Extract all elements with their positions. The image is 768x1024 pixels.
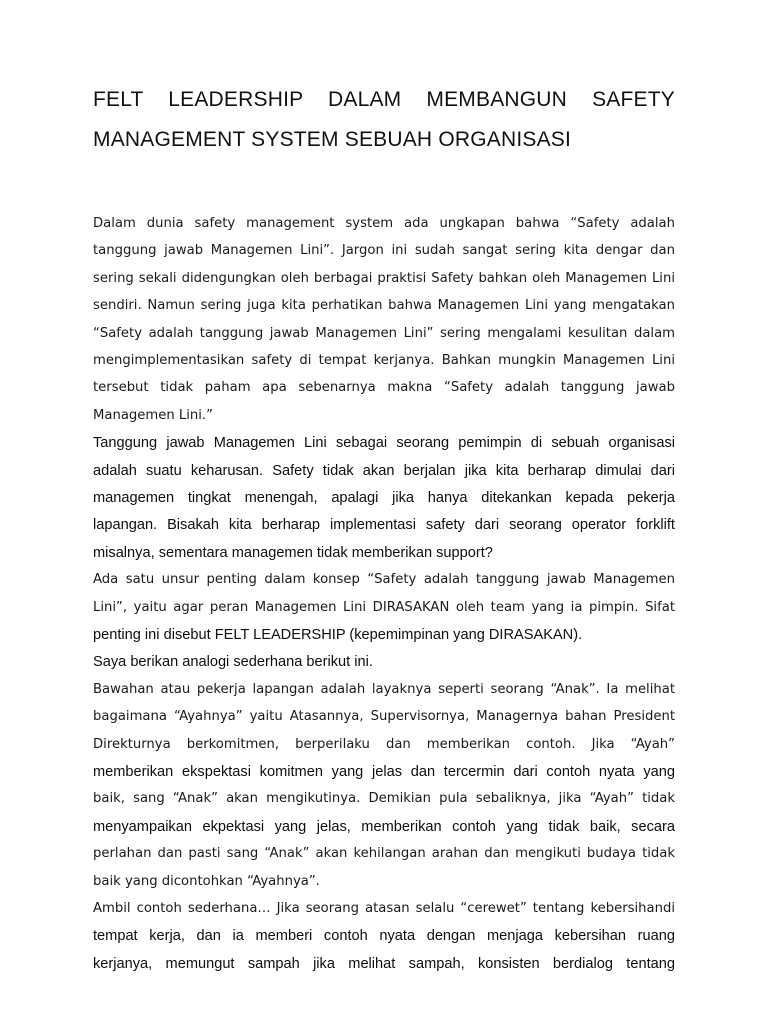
document-text-line: bagaimana “Ayahnya” yaitu Atasannya, Supervisornya, Managernya bahan President [93,709,675,725]
document-text-line: Direkturnya berkomitmen, berperilaku dan memberikan contoh. Jika “Ayah” [93,736,675,752]
document-text-line: tersebut tidak paham apa sebenarnya makna “Safety adalah tanggung jawab [93,380,675,396]
document-text-line: adalah suatu keharusan. Safety tidak akan berjalan jika kita berharap dimulai dari [93,462,675,479]
document-title-line-1: FELT LEADERSHIP DALAM MEMBANGUN SAFETY [93,88,675,111]
document-text-line: penting ini disebut FELT LEADERSHIP (kepemimpinan yang DIRASAKAN). [93,627,583,643]
document-text-line: Dalam dunia safety management system ada ungkapan bahwa “Safety adalah [93,216,675,231]
document-text-line: mengimplementasikan safety di tempat kerjanya. Bahkan mungkin Managemen Lini [93,353,675,368]
document-text-line: lapangan. Bisakah kita berharap implementasi safety dari seorang operator forklift [93,517,675,534]
document-text-line: misalnya, sementara managemen tidak memberikan support? [93,544,493,561]
document-text-line: Ada satu unsur penting dalam konsep “Safety adalah tanggung jawab Managemen [93,572,675,588]
document-text-line: tanggung jawab Managemen Lini”. Jargon ini sudah sangat sering kita dengar dan [93,243,675,259]
document-text-line: baik, sang “Anak” akan mengikutinya. Demikian pula sebaliknya, jika “Ayah” tidak [93,791,675,807]
document-title-line-2: MANAGEMENT SYSTEM SEBUAH ORGANISASI [93,128,572,151]
document-text-line: kerjanya, memungut sampah jika melihat sampah, konsisten berdialog tentang [93,955,675,972]
document-text-line: sering sekali didengungkan oleh berbagai praktisi Safety bahkan oleh Managemen Lini [93,270,675,286]
document-text-line: Saya berikan analogi sederhana berikut ini. [93,654,373,671]
document-text-line: Ambil contoh sederhana… Jika seorang atasan selalu “cerewet” tentang kebersihandi [93,901,675,916]
document-text-line: menyampaikan ekpektasi yang jelas, memberikan contoh yang tidak baik, secara [93,818,675,835]
document-text-line: baik yang dicontohkan “Ayahnya”. [93,873,320,889]
document-text-line: tempat kerja, dan ia memberi contoh nyata dengan menjaga kebersihan ruang [93,928,675,945]
document-text-line: “Safety adalah tanggung jawab Managemen Lini” sering mengalami kesulitan dalam [93,325,675,341]
document-text-line: Tanggung jawab Managemen Lini sebagai seorang pemimpin di sebuah organisasi [93,435,675,452]
document-text-line: memberikan ekspektasi komitmen yang jelas dan tercermin dari contoh nyata yang [93,764,675,780]
document-text-line: sendiri. Namun sering juga kita perhatikan bahwa Managemen Lini yang mengatakan [93,298,675,314]
document-text-line: perlahan dan pasti sang “Anak” akan kehilangan arahan dan mengikuti budaya tidak [93,846,675,862]
document-text-line: Lini”, yaitu agar peran Managemen Lini DIRASAKAN oleh team yang ia pimpin. Sifat [93,599,675,615]
document-text-line: managemen tingkat menengah, apalagi jika hanya ditekankan kepada pekerja [93,490,675,506]
document-text-line: Bawahan atau pekerja lapangan adalah layaknya seperti seorang “Anak”. Ia melihat [93,681,675,697]
document-text-line: Managemen Lini.” [93,407,213,423]
